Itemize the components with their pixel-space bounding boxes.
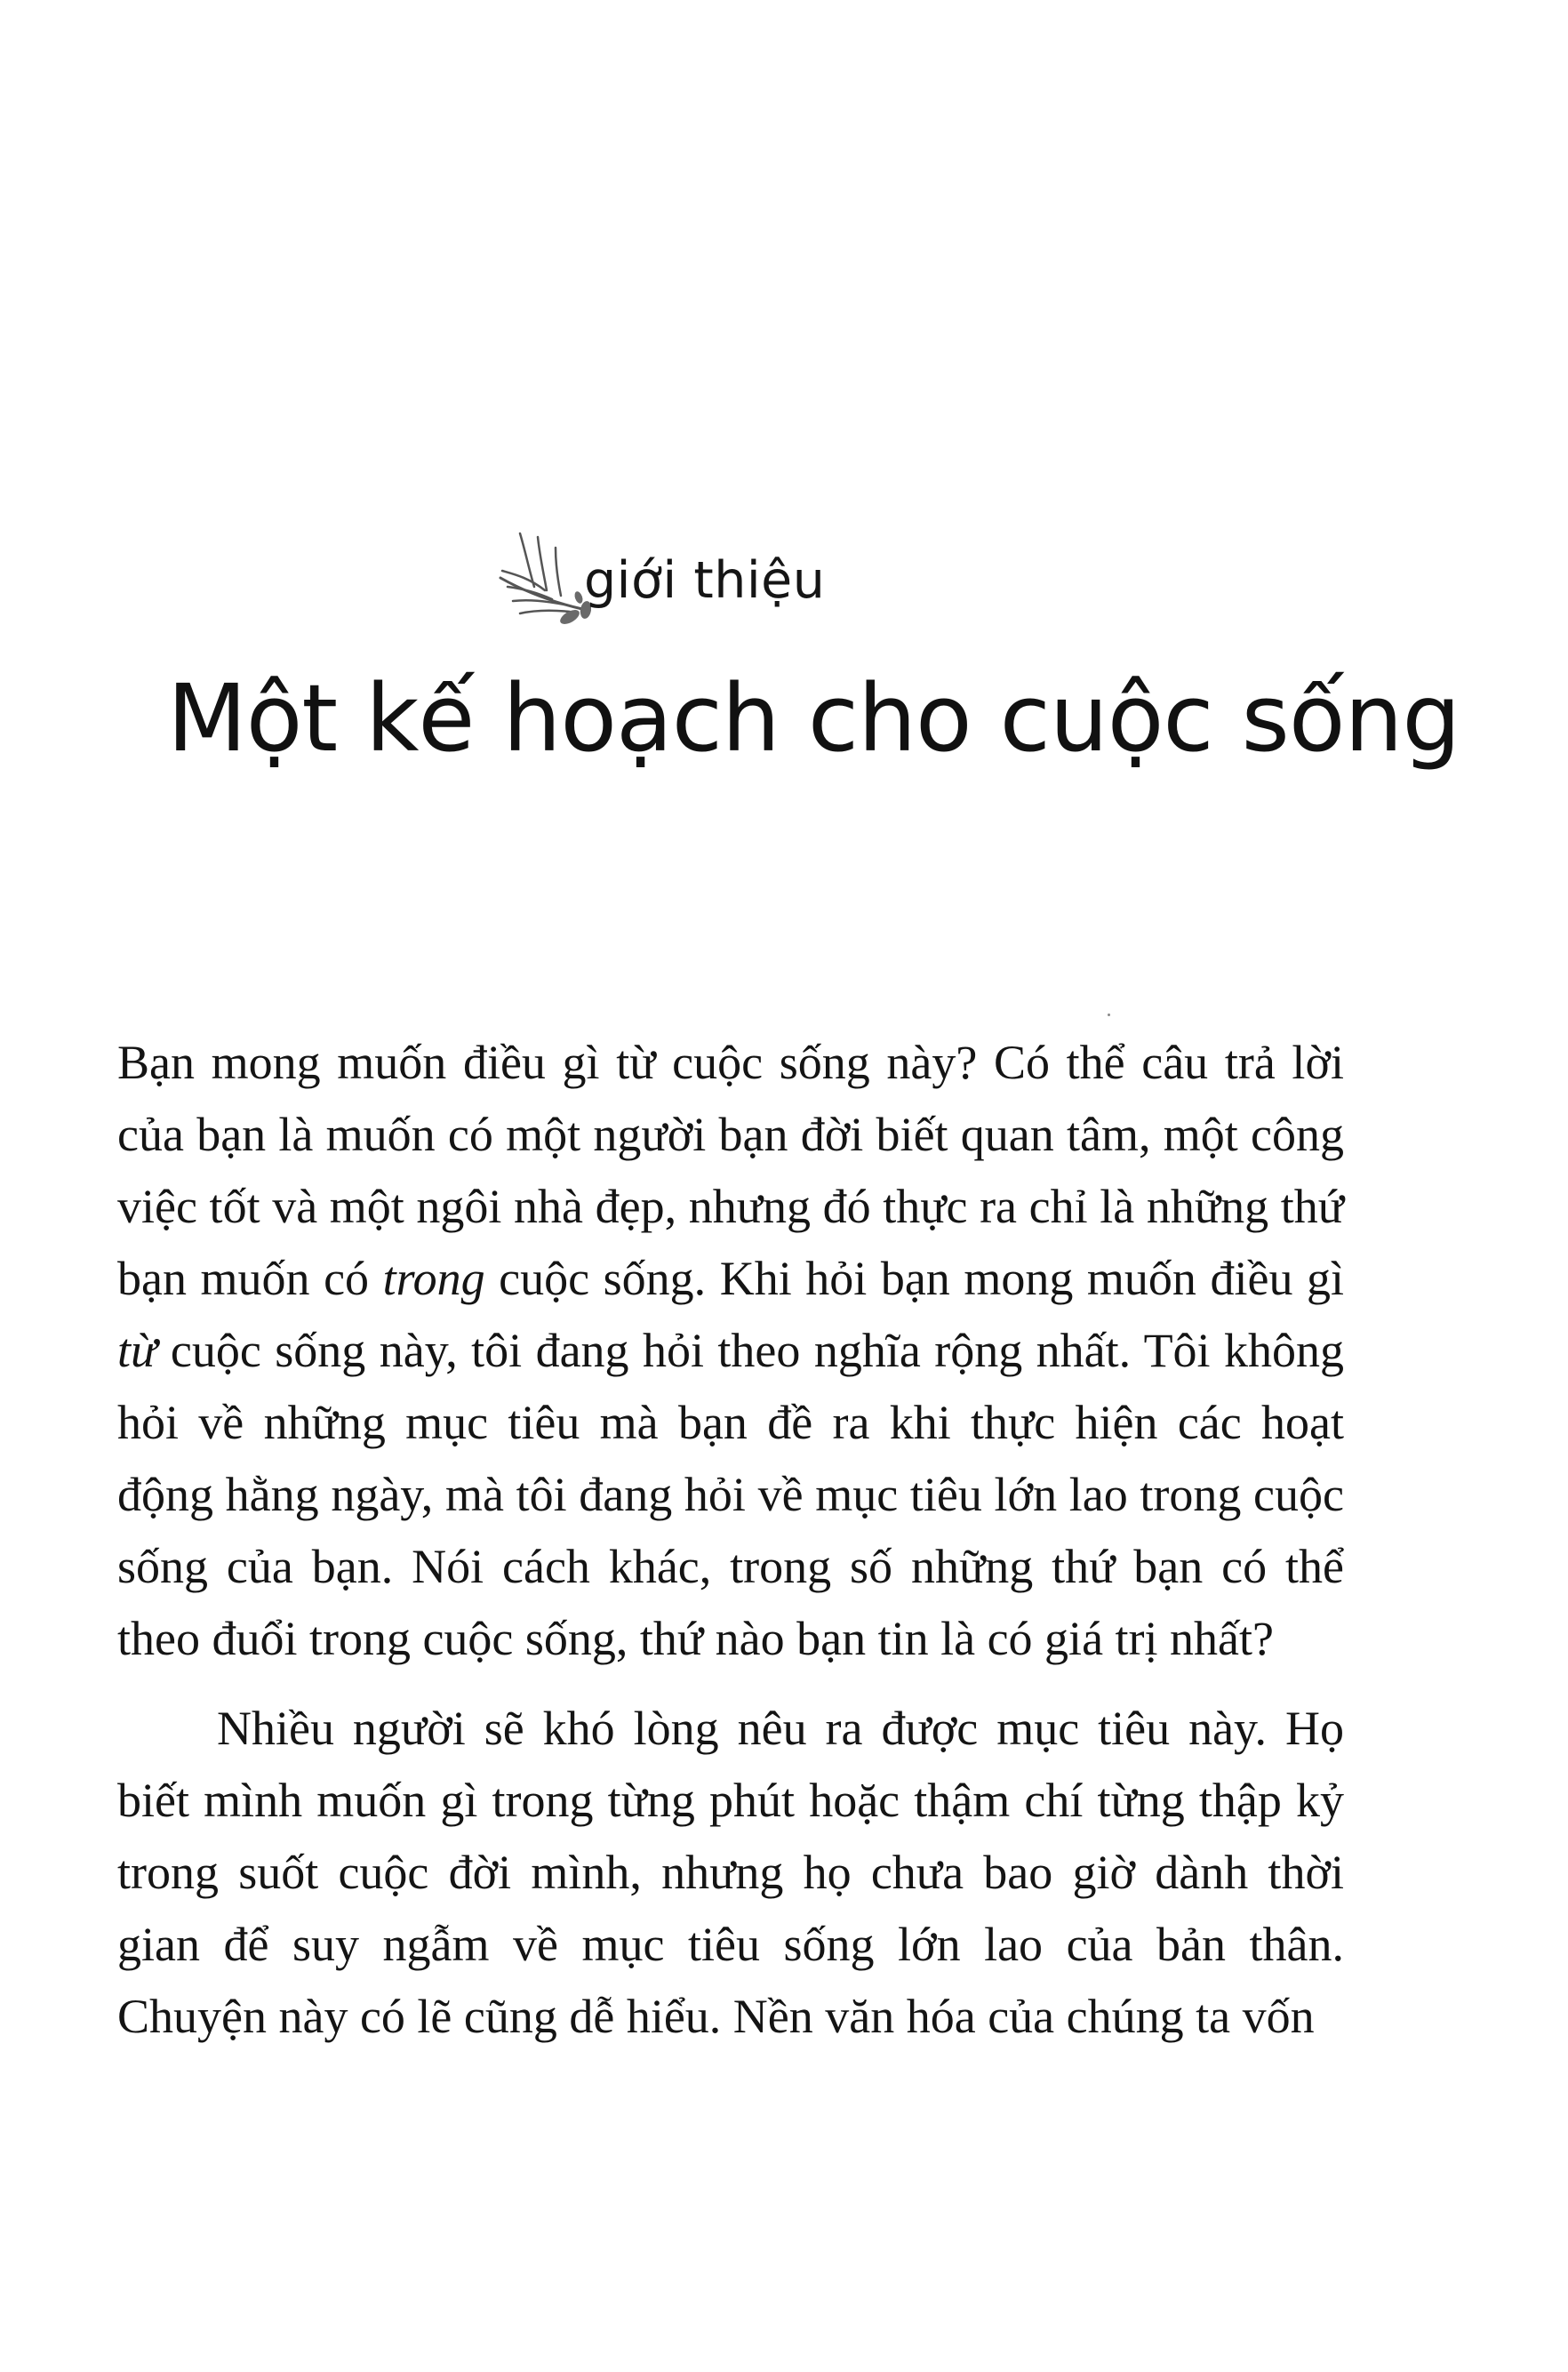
leaf-sprig-icon	[493, 525, 591, 631]
chapter-label: giới thiệu	[584, 551, 826, 610]
chapter-heading	[493, 520, 825, 636]
paragraph-1	[117, 1027, 1344, 1675]
body-text	[117, 1027, 1344, 2071]
chapter-title: Một kế hoạch cho cuộc sống	[167, 664, 1460, 773]
paragraph-2: Nhiều người sẽ khó lòng nêu ra được mục tiêu này. Họ biết mình muốn gì trong từng phút hoặc thậm chí từng thập kỷ trong suốt cuộc đời mình, nhưng họ chưa bao giờ dành thời gian để suy ngẫm về mục tiêu sống lớn lao của bản thân. Chuyện này có lẽ cũng dễ hiểu. Nền văn hóa của chúng ta vốn	[117, 1702, 1344, 2043]
paragraph-1-text-a: Bạn mong muốn điều gì từ cuộc sống này? Có thể câu trả lời của bạn là muốn có một người bạn đời biết quan tâm, một công việc tốt và một ngôi nhà đẹp, nhưng đó thực ra chỉ là những thứ bạn muốn có	[117, 1036, 1344, 1305]
print-speck	[1108, 1014, 1110, 1016]
emphasis-trong: trong	[382, 1252, 485, 1305]
paragraph-1-text-c: cuộc sống này, tôi đang hỏi theo nghĩa rộng nhất. Tôi không hỏi về những mục tiêu mà bạn đề ra khi thực hiện các hoạt động hằng ngày, mà tôi đang hỏi về mục tiêu lớn lao trong cuộc sống của bạn. Nói cách khác, trong số những thứ bạn có thể theo đuổi trong cuộc sống, thứ nào bạn tin là có giá trị nhất?	[117, 1324, 1344, 1665]
emphasis-tu: từ	[117, 1324, 157, 1377]
paragraph-1-text-b: cuộc sống. Khi hỏi bạn mong muốn điều gì	[484, 1252, 1344, 1305]
